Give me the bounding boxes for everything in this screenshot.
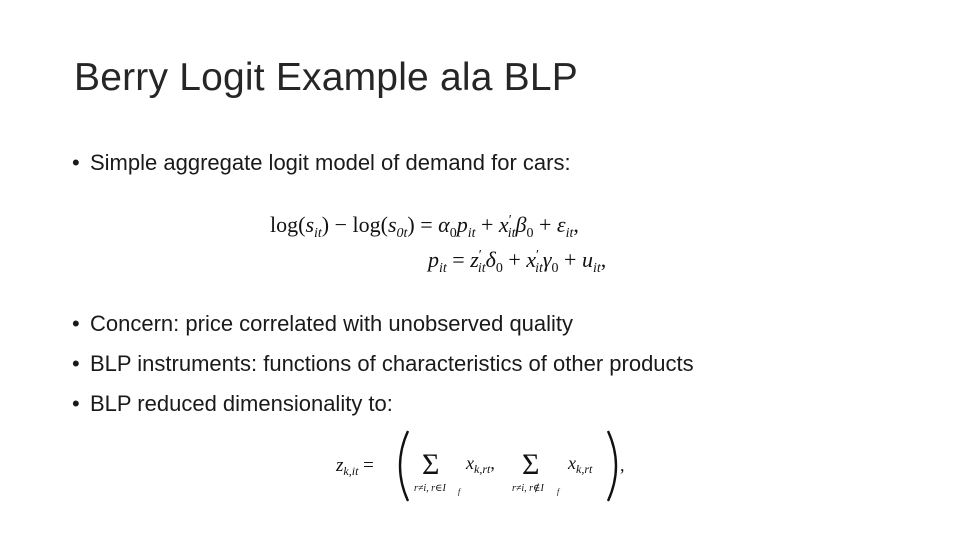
svg-text:xk,rt: $x_{k,rt}$ — [568, 453, 593, 476]
svg-text:r≠i, r∈I: r≠i, r∈I — [414, 483, 446, 494]
svg-text:xk,rt,: $x_{k,rt}$, — [466, 453, 495, 476]
svg-text:f: f — [458, 487, 461, 496]
instrument-equation — [330, 425, 630, 507]
bullet-dot: • — [72, 391, 80, 416]
svg-text:,: , — [620, 455, 625, 475]
svg-text:Σ: Σ — [522, 448, 540, 481]
bullet-text: Simple aggregate logit model of demand for cars: — [90, 150, 571, 175]
svg-text:log(sit) − log(s0t) = α0pit +: $\log(s_{it}) - \log(s_{0t}) = \alpha_0p_{it} + x'$ $it\beta_0 + \varepsilon_{it}$, — [270, 212, 579, 241]
bullet-item — [72, 351, 694, 377]
svg-text:Σ: Σ — [422, 448, 440, 481]
bullet-dot: • — [72, 311, 80, 336]
bullet-item — [72, 150, 571, 176]
svg-text:f: f — [557, 487, 560, 496]
slide-title: Berry Logit Example ala BLP — [74, 56, 578, 99]
demand-equation — [268, 207, 708, 279]
bullet-text: BLP reduced dimensionality to: — [90, 391, 393, 416]
bullet-dot: • — [72, 351, 80, 376]
bullet-item — [72, 311, 573, 337]
svg-text:zk,it =: $z_{k,it}$ = — [336, 455, 374, 478]
bullet-dot: • — [72, 150, 80, 175]
svg-text:pit = z′itδ0 + x′itγ0 + uit,: $p_{it} = z'$ itδ$_0$ + x′ $it\gamma_0 + u_{it}$, — [428, 247, 607, 276]
bullet-item — [72, 391, 393, 417]
bullet-text: BLP instruments: functions of characteristics of other products — [90, 351, 694, 376]
bullet-text: Concern: price correlated with unobserved quality — [90, 311, 574, 336]
svg-text:r≠i, r∉I: r≠i, r∉I — [512, 483, 544, 494]
